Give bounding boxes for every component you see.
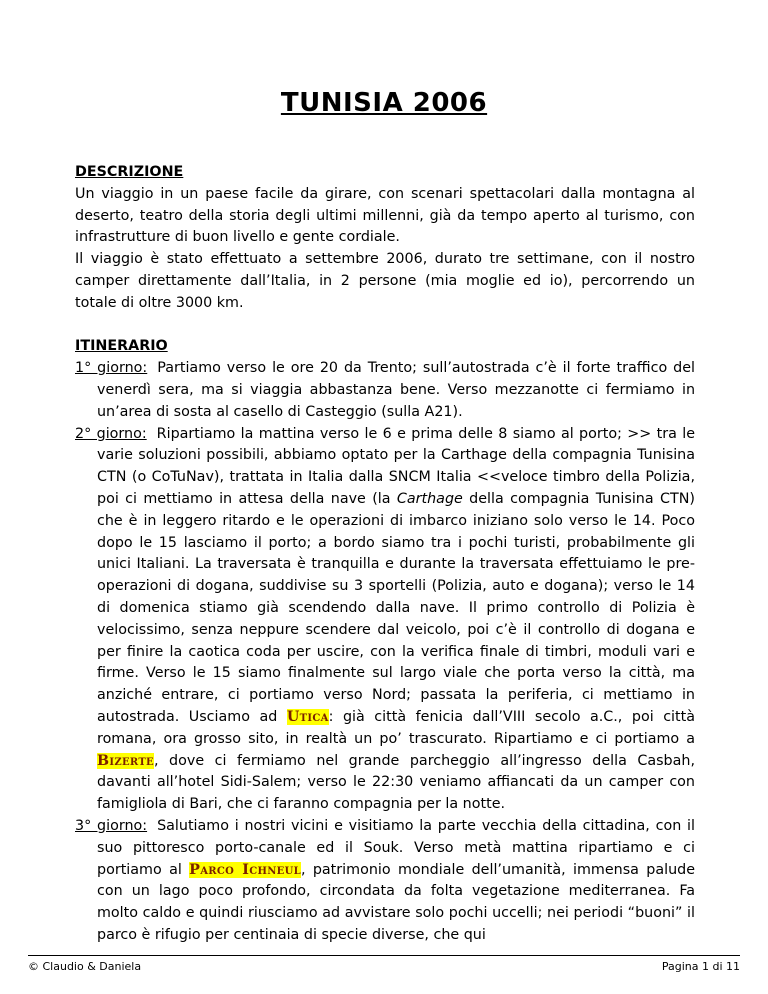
day-2-label: 2° giorno: xyxy=(75,425,147,442)
day-3-text-1: Salutiamo i nostri vicini e visitiamo la parte vecchia della cittadina, con il suo pittoresco porto-canale ed il Souk. Verso metà mattina ripartiamo e ci portiamo al xyxy=(97,817,695,878)
footer-copyright: © Claudio & Daniela xyxy=(28,960,142,973)
itinerary-day-3 xyxy=(75,816,695,947)
document-title: TUNISIA 2006 xyxy=(280,88,488,118)
day-3-label: 3° giorno: xyxy=(75,817,148,834)
ship-name: Carthage xyxy=(396,490,463,507)
day-1-text: Partiamo verso le ore 20 da Trento; sull’autostrada c’è il forte traffico del venerdì sera, ma si viaggia abbastanza bene. Verso mezzanotte ci fermiamo in un’area di sosta al casello di Casteggio (sulla A21). xyxy=(97,360,695,420)
day-2-text-4: , dove ci fermiamo nel grande parcheggio all’ingresso della Casbah, davanti all’hotel Sidi-Salem; verso le 22:30 veniamo affiancati da un camper con famigliola di Bari, che ci faranno compagnia per la notte. xyxy=(97,752,695,813)
itinerary-day-1 xyxy=(75,358,695,423)
itinerary-heading: ITINERARIO xyxy=(75,338,168,355)
document-body xyxy=(75,162,695,947)
itinerary-day-2 xyxy=(75,424,695,816)
place-highlight-parco-ichneul: Parco Ichneul xyxy=(189,861,301,878)
day-2-text-2: della compagnia Tunisina CTN) che è in leggero ritardo e le operazioni di imbarco iniziano solo verso le 14. Poco dopo le 15 lasciamo il porto; a bordo siamo tra i pochi turisti, probabilmente gli unici Italiani. La traversata è tranquilla e durante la traversata effettuiamo le pre-operazioni di dogana, suddivise su 3 sportelli (Polizia, auto e dogana); verso le 14 di domenica stiamo già scendendo dalla nave. Il primo controllo di Polizia è velocissimo, senza neppure scendere dal veicolo, poi c’è il controllo di dogana e per finire la caotica coda per uscire, con la verifica finale di timbri, moduli vari e firme. Verso le 15 siamo finalmente sul largo viale che porta verso la città, ma anziché entrare, ci portiamo verso Nord; passata la periferia, ci mettiamo in autostrada. Usciamo ad xyxy=(97,490,695,725)
description-paragraph-2: Il viaggio è stato effettuato a settembre 2006, durato tre settimane, con il nostro camper direttamente dall’Italia, in 2 persone (mia moglie ed io), percorrendo un totale di oltre 3000 km. xyxy=(75,251,695,311)
place-highlight-bizerte: Bizerte xyxy=(97,752,154,769)
day-2-text-3: : già città fenicia dall’VIII secolo a.C., poi città romana, ora grosso sito, in realtà un po’ trascurato. Ripartiamo e ci portiamo a xyxy=(97,708,695,747)
place-highlight-utica: Utica xyxy=(286,708,329,725)
footer-page-number: Pagina 1 di 11 xyxy=(661,960,740,973)
day-2-text-1: Ripartiamo la mattina verso le 6 e prima delle 8 siamo al porto; >> tra le varie soluzioni possibili, abbiamo optato per la Carthage della compagnia Tunisina CTN (o CoTuNav), trattata in Italia dalla SNCM Italia <<veloce timbro della Polizia, poi ci mettiamo in attesa della nave (la xyxy=(97,425,695,507)
description-heading: DESCRIZIONE xyxy=(75,164,184,180)
section-spacer xyxy=(75,315,695,337)
day-1-label: 1° giorno: xyxy=(75,360,148,377)
description-paragraph-1: Un viaggio in un paese facile da girare, con scenari spettacolari dalla montagna al deserto, teatro della storia degli ultimi millenni, già da tempo aperto al turismo, con infrastrutture di buon livello e gente cordiale. xyxy=(75,185,695,246)
day-3-text-2: , patrimonio mondiale dell’umanità, immensa palude con un lago poco profondo, circondata da folta vegetazione mediterranea. Fa molto caldo e quindi riusciamo ad avvistare solo pochi uccelli; nei periodi “buoni” il parco è rifugio per centinaia di specie diverse, che qui xyxy=(97,861,695,943)
footer-divider xyxy=(28,955,740,956)
